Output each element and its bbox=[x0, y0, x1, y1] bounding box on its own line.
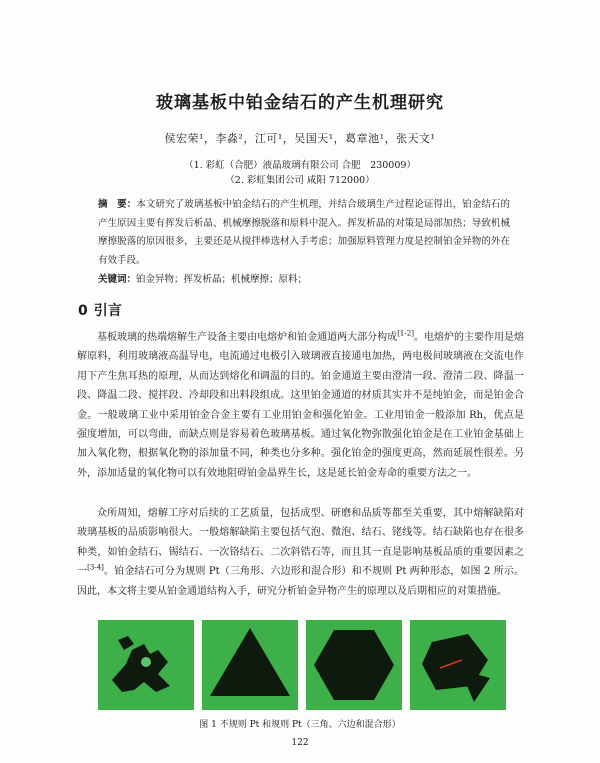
hexagon-pt-image bbox=[306, 620, 402, 710]
abstract-text: 本文研究了玻璃基板中铂金结石的产生机理，并结合玻璃生产过程论证得出，铂金结石的产生原因主要有挥发后析晶、机械摩擦脱落和原料中混入。挥发析晶的对策是局部加热；导致机械摩擦脱落的原因很多，主要还是从搅拌棒选材入手考虑；加强原料管理力度是控制铂金异物的外在有效手段。 bbox=[98, 199, 510, 266]
para2-text-b: 。铂金结石可分为规则 Pt（三角形、六边形和混合形）和不规则 Pt 两种形态，如图 2 所示。因此，本文将主要从铂金通道结构入手，研究分析铂金异物产生的原理以及后期相应的对策措施。 bbox=[77, 566, 525, 597]
figure-panel-hexagon-pt bbox=[306, 620, 402, 710]
keywords bbox=[98, 271, 510, 289]
page-number: 122 bbox=[291, 738, 309, 748]
figure-1 bbox=[98, 620, 506, 710]
irregular-pt-image bbox=[98, 620, 194, 710]
para2-text-a: 众所周知，熔解工序对后续的工艺质量，包括成型、研磨和品质等都至关重要，其中熔解缺陷对玻璃基板的品质影响很大。一般熔解缺陷主要包括气泡、微泡、结石、铑线等。结石缺陷也存在很多种类，如铂金结石、锡结石、一次铬结石、二次斜锆石等，而且其一直是影响基板品质的重要因素之一 bbox=[77, 508, 524, 578]
para1-text-a: 基板玻璃的热端熔解生产设备主要由电熔炉和铂金通道两大部分构成 bbox=[97, 332, 398, 343]
figure-panel-triangle-pt bbox=[202, 620, 298, 710]
citation-ref: [1-2] bbox=[397, 329, 414, 338]
section-heading bbox=[78, 300, 122, 320]
figure-panel-mixed-pt bbox=[410, 620, 506, 710]
paper-title: 玻璃基板中铂金结石的产生机理研究 bbox=[156, 93, 444, 113]
abstract-label: 摘 要： bbox=[98, 199, 137, 210]
body-paragraph-1 bbox=[77, 328, 524, 483]
keywords-label: 关键词： bbox=[98, 274, 137, 285]
mixed-pt-image bbox=[410, 620, 506, 710]
keywords-text: 铂金异物；挥发析晶；机械摩擦；原料； bbox=[136, 274, 308, 285]
triangle-pt-image bbox=[202, 620, 298, 710]
figure-caption: 图 1 不规则 Pt 和规则 Pt（三角、六边和混合形） bbox=[199, 720, 401, 730]
citation-ref: [3-4] bbox=[87, 563, 104, 572]
section-number: 0 bbox=[78, 303, 88, 319]
author-list: 侯宏荣¹，李淼²，江可¹，吴国天¹，葛章池¹，张天文¹ bbox=[164, 132, 436, 145]
figure-panel-irregular-pt bbox=[98, 620, 194, 710]
affiliation-2: （2. 彩虹集团公司 咸阳 712000） bbox=[225, 175, 375, 186]
section-title: 引言 bbox=[93, 303, 122, 319]
para1-text-b: 。电熔炉的主要作用是熔解原料，利用玻璃液高温导电，电流通过电极引入玻璃液直接通电加热，两电极间玻璃液在交流电作用下产生焦耳热的原理，从而达到熔化和调温的目的。铂金通道主要由澄清一段、澄清二段、降温一段、降温二段、搅拌段、冷却段和出料段组成。这里铂金通道的材质其实并不是纯铂金，而是铂金合金。一般玻璃工业中采用铂金合金主要有工业用铂金和强化铂金。工业用铂金一般添加 Rh，优点是强度增加，可以弯曲，而缺点则是容易着色玻璃基板。通过氧化物弥散强化铂金是在工业铂金基础上加入氧化物，根据氧化物的添加量不同，种类也分多种。强化铂金的强度更高，然而延展性很差。另外，添加适量的氧化物可以有效地阻碍铂金晶界生长，这是延长铂金寿命的重要方法之一。 bbox=[77, 332, 525, 479]
abstract bbox=[98, 196, 510, 270]
affiliation-1: （1. 彩虹（合肥）液晶玻璃有限公司 合肥 230009） bbox=[184, 160, 416, 171]
body-paragraph-2 bbox=[77, 504, 524, 601]
